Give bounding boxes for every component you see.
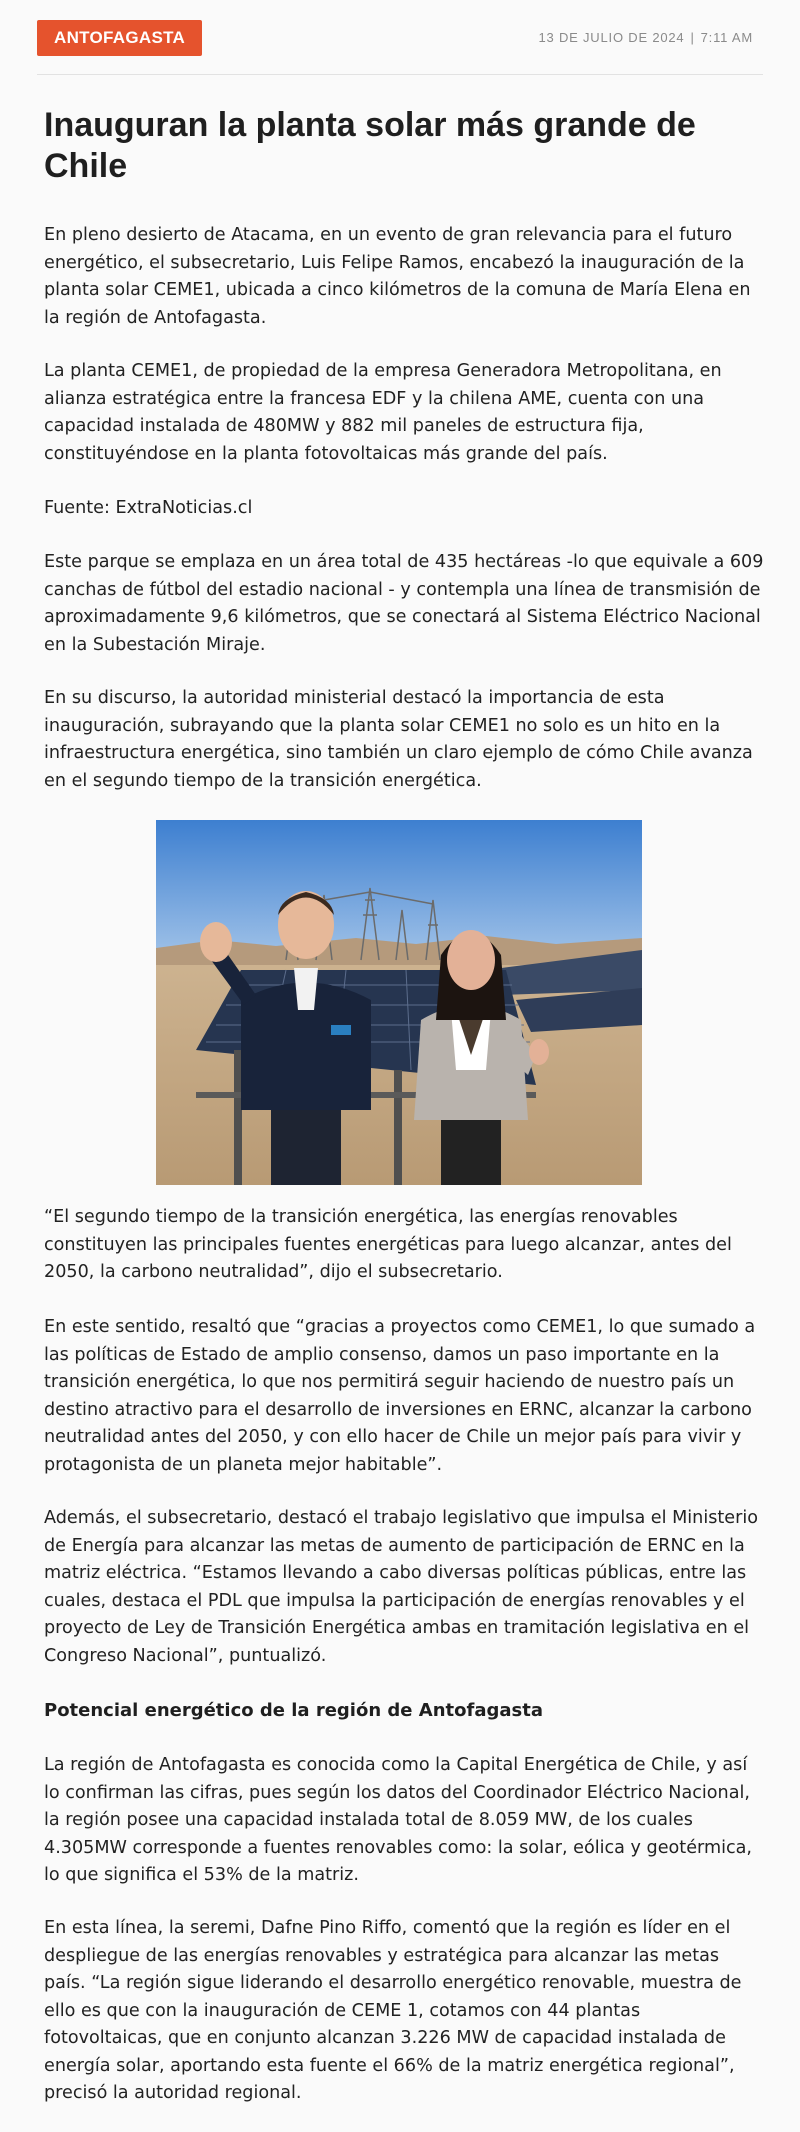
article-paragraph-9: En esta línea, la seremi, Dafne Pino Riffo, comentó que la región es líder en el despliegue de las energías renovables y estratégica para alcanzar las metas país. “La región sigue liderando el desarrollo energético renovable, muestra de ello es que con la inauguración de CEME 1, cotamos con 44 plantas fotovoltaicas, que en conjunto alcanzan 3.226 MW de capacidad instalada de energía solar, aportando esta fuente el 66% de la matriz energética regional”, precisó la autoridad regional. bbox=[44, 1918, 742, 2103]
article-paragraph-8: La región de Antofagasta es conocida como la Capital Energética de Chile, y así lo confirman las cifras, pues según los datos del Coordinador Eléctrico Nacional, la región posee una capacidad instalada total de 8.059 MW, de los cuales 4.305MW corresponde a fuentes renovables como: la solar, eólica y geotérmica, lo que significa el 53% de la matriz. bbox=[44, 1755, 753, 1885]
article-paragraph-7: Además, el subsecretario, destacó el trabajo legislativo que impulsa el Ministerio de Energía para alcanzar las metas de aumento de participación de ERNC en la matriz eléctrica. “Estamos llevando a cabo diversas políticas públicas, entre las cuales, destaca el PDL que impulsa la participación de energías renovables y el proyecto de Ley de Transición Energética ambas en tramitación legislativa en el Congreso Nacional”, puntualizó. bbox=[44, 1508, 758, 1666]
article-paragraph-4: En su discurso, la autoridad ministerial destacó la importancia de esta inauguración, subrayando que la planta solar CEME1 no solo es un hito en la infraestructura energética, sino también un claro ejemplo de cómo Chile avanza en el segundo tiempo de la transición energética. bbox=[44, 688, 753, 791]
article-header bbox=[37, 20, 763, 75]
section-badge[interactable]: ANTOFAGASTA bbox=[37, 20, 202, 56]
article-paragraph-2: La planta CEME1, de propiedad de la empresa Generadora Metropolitana, en alianza estratégica entre la francesa EDF y la chilena AME, cuenta con una capacidad instalada de 480MW y 882 mil paneles de estructura fija, constituyéndose en la planta fotovoltaicas más grande del país. bbox=[44, 361, 722, 464]
date-separator: | bbox=[690, 30, 695, 45]
article-paragraph-3: Este parque se emplaza en un área total de 435 hectáreas -lo que equivale a 609 canchas de fútbol del estadio nacional - y contempla una línea de transmisión de aproximadamente 9,6 kilómetros, que se conectará al Sistema Eléctrico Nacional en la Subestación Miraje. bbox=[44, 552, 764, 655]
article-paragraph-1: En pleno desierto de Atacama, en un evento de gran relevancia para el futuro energético, el subsecretario, Luis Felipe Ramos, encabezó la inauguración de la planta solar CEME1, ubicada a cinco kilómetros de la comuna de María Elena en la región de Antofagasta. bbox=[44, 225, 751, 328]
quote-paragraph: “El segundo tiempo de la transición energética, las energías renovables constituyen las principales fuentes energéticas para luego alcanzar, antes del 2050, la carbono neutralidad”, dijo el subsecretario. bbox=[44, 1207, 732, 1282]
publish-date bbox=[538, 20, 753, 56]
time-text: 7:11 AM bbox=[700, 30, 753, 45]
article-paragraph-6: En este sentido, resaltó que “gracias a proyectos como CEME1, lo que sumado a las políticas de Estado de amplio consenso, damos un paso importante en la transición energética, lo que nos permitirá seguir haciendo de nuestro país un destino atractivo para el desarrollo de inversiones en ERNC, alcanzar la carbono neutralidad antes del 2050, y con ello hacer de Chile un mejor país para vivir y protagonista de un planeta mejor habitable”. bbox=[44, 1317, 756, 1475]
source-line: Fuente: ExtraNoticias.cl bbox=[44, 498, 253, 518]
date-text: 13 DE JULIO DE 2024 bbox=[538, 30, 685, 45]
article-title: Inauguran la planta solar más grande de Chile bbox=[44, 106, 696, 185]
section-subheading: Potencial energético de la región de Antofagasta bbox=[44, 1700, 543, 1721]
article-photo bbox=[156, 820, 642, 1185]
